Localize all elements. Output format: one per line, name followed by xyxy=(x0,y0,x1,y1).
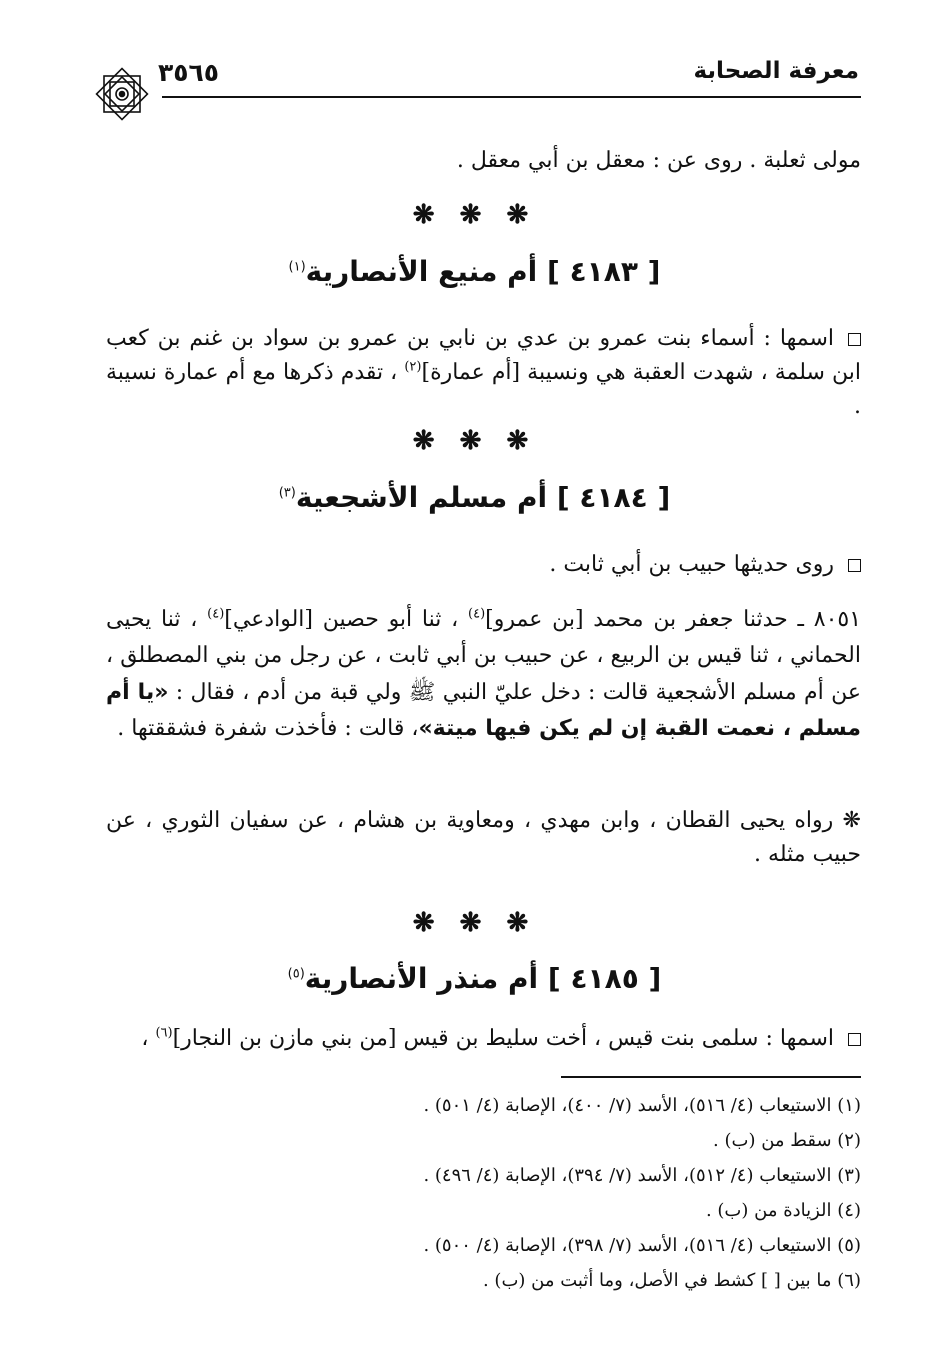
section-separator: ❋ ❋ ❋ xyxy=(412,200,537,230)
footnote-ref: (٢) xyxy=(404,359,422,375)
text-part: ، تقدم ذكرها مع أم عمارة نسيبة . xyxy=(106,360,861,420)
entry-text-4184 xyxy=(106,548,861,582)
text-part: ، ثنا أبو حصين [الوادعي] xyxy=(224,607,459,632)
text-part: ، قالت : فأخذت شفرة فشققتها . xyxy=(117,715,419,741)
hadith-8051 xyxy=(106,602,861,747)
heading-text: [ ٤١٨٤ ] أم مسلم الأشجعية xyxy=(295,481,671,514)
entry-text-4185 xyxy=(106,1024,861,1055)
footnote-5: (٥) الاستيعاب (٤/ ٥١٦)، الأسد (٧/ ٣٩٨)، الإصابة (٤/ ٥٠٠) . xyxy=(423,1235,861,1256)
entry-heading-4184 xyxy=(0,481,949,514)
narration-note: ❋ رواه يحيى القطان ، وابن مهدي ، ومعاوية بن هشام ، عن سفيان الثوري ، عن حبيب مثله . xyxy=(106,808,861,868)
footnote-ref: (٤) xyxy=(207,606,225,622)
text-part: اسمها : أسماء بنت عمرو بن عدي بن نابي بن عمرو بن سواد بن غنم بن كعب ابن سلمة ، شهدت العقبة هي ونسيبة [أم عمارة] xyxy=(106,326,861,386)
square-bullet-icon xyxy=(848,1033,861,1046)
footnote-ref: (٥) xyxy=(287,966,305,982)
footnote-3: (٣) الاستيعاب (٤/ ٥١٢)، الأسد (٧/ ٣٩٤)، الإصابة (٤/ ٤٩٦) . xyxy=(423,1165,861,1186)
star-ornament-icon xyxy=(90,62,154,126)
footnote-2: (٢) سقط من (ب) . xyxy=(713,1130,861,1151)
text-part: ، ثنا يحيى الحماني ، ثنا قيس بن الربيع ، عن حبيب بن أبي ثابت ، عن رجل من بني المصطلق ، عن أم مسلم الأشجعية قالت : دخل عليّ النبي ﷺ ولي قبة من أدم ، فقال : xyxy=(106,607,861,705)
footnote-ref: (٣) xyxy=(278,485,296,501)
footnote-ref: (٤) xyxy=(468,606,486,622)
entry-text-4183 xyxy=(106,322,861,424)
square-bullet-icon xyxy=(848,333,861,346)
section-separator: ❋ ❋ ❋ xyxy=(412,908,537,938)
hadith-quote: «يا أم مسلم ، نعمت القبة إن لم يكن فيها ميتة» xyxy=(106,679,861,741)
footnotes xyxy=(106,1088,861,1298)
footnote-ref: (١) xyxy=(288,259,306,275)
entry-heading-4183 xyxy=(0,255,949,288)
footnote-1: (١) الاستيعاب (٤/ ٥١٦)، الأسد (٧/ ٤٠٠)، الإصابة (٤/ ٥٠١) . xyxy=(423,1095,861,1116)
header-rule xyxy=(162,96,861,98)
square-bullet-icon xyxy=(848,559,861,572)
page-number: ٣٥٦٥ xyxy=(158,58,220,87)
text-part: ٨٠٥١ ـ حدثنا جعفر بن محمد [بن عمرو] xyxy=(485,607,862,632)
footnote-ref: (٦) xyxy=(155,1025,173,1041)
entry-heading-4185 xyxy=(0,962,949,995)
footnote-4: (٤) الزيادة من (ب) . xyxy=(705,1200,861,1221)
heading-text: [ ٤١٨٥ ] أم منذر الأنصارية xyxy=(304,962,662,995)
section-separator: ❋ ❋ ❋ xyxy=(412,426,537,456)
footnote-rule xyxy=(561,1076,861,1078)
heading-text: [ ٤١٨٣ ] أم منيع الأنصارية xyxy=(305,255,661,288)
running-header-title: معرفة الصحابة xyxy=(693,58,859,84)
text-part: روى حديثها حبيب بن أبي ثابت . xyxy=(549,552,834,577)
footnote-6: (٦) ما بين [ ] كشط في الأصل، وما أثبت من (ب) . xyxy=(482,1270,861,1291)
text-part: ، xyxy=(141,1026,149,1051)
intro-line: مولى ثعلبة . روى عن : معقل بن أبي معقل . xyxy=(456,148,861,173)
text-part: اسمها : سلمى بنت قيس ، أخت سليط بن قيس [من بني مازن بن النجار] xyxy=(172,1026,834,1051)
